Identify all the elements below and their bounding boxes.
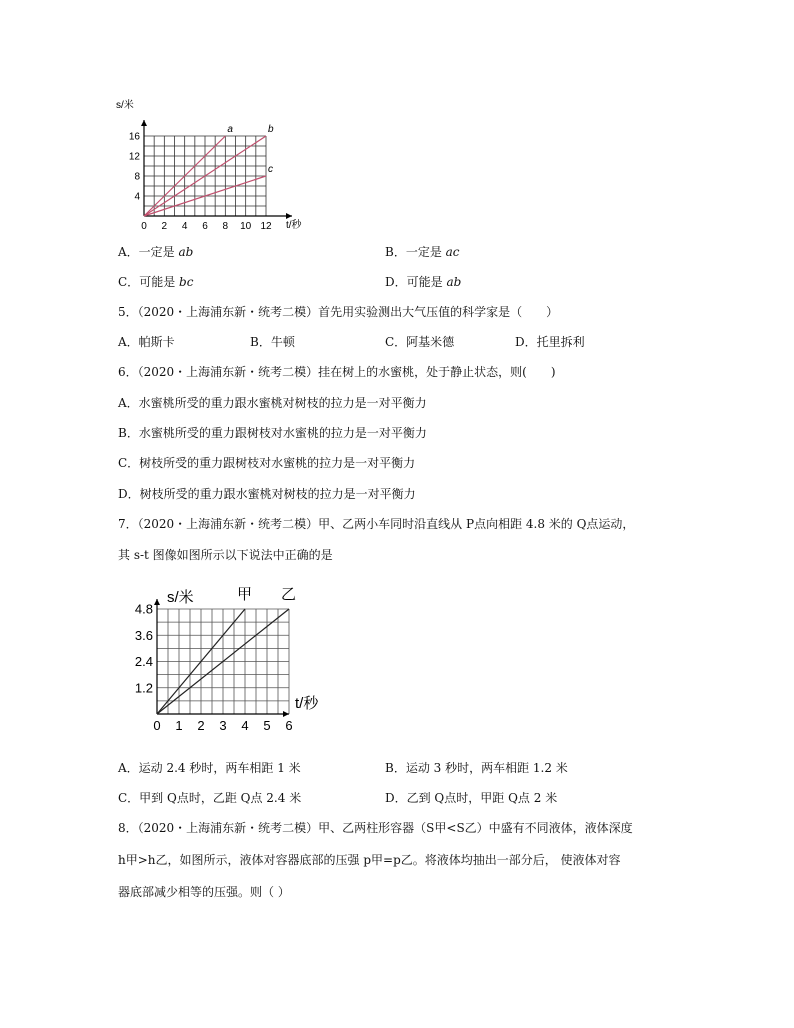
y-axis-label: s/米 <box>116 100 134 111</box>
x-tick-label: 0 <box>153 718 161 733</box>
q8-line1: 8．（2020・上海浦东新・统考二模）甲、乙两柱形容器（S甲<S乙）中盛有不同液体，液体深度 <box>118 821 633 835</box>
x-axis-arrow <box>286 213 292 219</box>
x-tick-label: 2 <box>197 718 205 733</box>
q7-stem-line1: 7．（2020・上海浦东新・统考二模）甲、乙两小车同时沿直线从 P点向相距 4.8 米的 Q点运动， <box>118 517 635 531</box>
x-tick-label: 6 <box>202 221 208 232</box>
q7-stem-line2: 其 s-t 图像如图所示以下说法中正确的是 <box>118 548 333 562</box>
q4-option-c[interactable] <box>118 274 193 290</box>
x-tick-label: 5 <box>263 718 271 733</box>
y-axis-arrow <box>154 599 160 605</box>
q7-option-a[interactable]: A．运动 2.4 秒时，两车相距 1 米 <box>118 761 301 775</box>
x-tick-label: 6 <box>285 718 293 733</box>
y-tick-label: 4 <box>134 191 140 203</box>
q5-option-d[interactable]: D．托里拆利 <box>515 335 585 349</box>
q5-option-c[interactable]: C．阿基米德 <box>385 335 455 349</box>
y-tick-label: 16 <box>128 131 140 143</box>
x-tick-label: 8 <box>222 221 229 232</box>
q7-option-c[interactable]: C．甲到 Q点时，乙距 Q点 2.4 米 <box>118 791 302 805</box>
q7-option-d[interactable]: D．乙到 Q点时，甲距 Q点 2 米 <box>385 791 558 805</box>
s-t-graph-abc <box>110 96 310 236</box>
x-tick-label: 3 <box>219 718 227 733</box>
x-tick-label: 1 <box>175 718 183 733</box>
y-tick-label: 4.8 <box>134 601 153 617</box>
q6-option-c[interactable]: C．树枝所受的重力跟树枝对水蜜桃的拉力是一对平衡力 <box>118 456 416 470</box>
option-text: 一定是 <box>138 245 179 259</box>
y-tick-label: 1.2 <box>134 680 153 696</box>
chart2-axes <box>154 599 289 717</box>
x-tick-label: 0 <box>141 221 147 232</box>
q4-option-a[interactable] <box>118 244 193 260</box>
q6-option-d[interactable]: D．树枝所受的重力跟水蜜桃对树枝的拉力是一对平衡力 <box>118 487 416 501</box>
q6-stem: 6．（2020・上海浦东新・统考二模）挂在树上的水蜜桃，处于静止状态，则( ) <box>118 365 556 379</box>
q5-option-a[interactable]: A．帕斯卡 <box>118 335 175 349</box>
option-letter: C． <box>118 275 140 289</box>
option-letter: B． <box>385 245 406 259</box>
q5-option-b[interactable]: B．牛顿 <box>250 335 295 349</box>
q4-option-b[interactable] <box>385 244 460 260</box>
x-tick-label: 4 <box>181 221 188 232</box>
q8-line3: 器底部减少相等的压强。则（ ） <box>118 885 290 899</box>
x-tick-label: 4 <box>241 718 249 733</box>
y-tick-label: 12 <box>128 151 140 163</box>
x-tick-label: 2 <box>161 221 168 232</box>
q6-option-b[interactable]: B．水蜜桃所受的重力跟树枝对水蜜桃的拉力是一对平衡力 <box>118 426 427 440</box>
y-axis-label: s/米 <box>167 589 194 606</box>
option-em: bc <box>179 275 194 289</box>
option-text: 可能是 <box>406 275 447 289</box>
option-em: ac <box>445 245 460 259</box>
x-tick-label: 12 <box>260 221 272 232</box>
q8-line2: h甲>h乙，如图所示，液体对容器底部的压强 p甲=p乙。将液体均抽出一部分后， 使液体对容 <box>118 853 621 867</box>
y-axis-arrow <box>141 120 147 126</box>
q6-option-a[interactable]: A．水蜜桃所受的重力跟水蜜桃对树枝的拉力是一对平衡力 <box>118 396 427 410</box>
q5-stem: 5．（2020・上海浦东新・统考二模）首先用实验测出大气压值的科学家是（ ） <box>118 305 559 319</box>
y-tick-label: 8 <box>134 171 140 183</box>
series-label-a: a <box>227 124 233 135</box>
x-axis-label: t/秒 <box>295 695 319 712</box>
series-label-乙: 乙 <box>281 586 297 603</box>
x-axis-label: t/秒 <box>286 220 302 231</box>
series-label-c: c <box>268 164 273 175</box>
option-letter: D． <box>385 275 407 289</box>
q4-option-d[interactable] <box>385 274 461 290</box>
y-tick-label: 2.4 <box>134 654 153 670</box>
option-em: ab <box>178 245 194 259</box>
s-t-graph-jia-yi <box>115 582 345 742</box>
q7-option-b[interactable]: B．运动 3 秒时，两车相距 1.2 米 <box>385 761 568 775</box>
option-em: ab <box>446 275 462 289</box>
y-tick-label: 3.6 <box>134 627 153 643</box>
x-axis-arrow <box>283 711 289 717</box>
option-text: 可能是 <box>139 275 180 289</box>
option-text: 一定是 <box>405 245 446 259</box>
series-label-b: b <box>268 124 274 135</box>
series-label-甲: 甲 <box>237 586 253 603</box>
x-tick-label: 10 <box>240 221 252 232</box>
option-letter: A． <box>118 245 139 259</box>
